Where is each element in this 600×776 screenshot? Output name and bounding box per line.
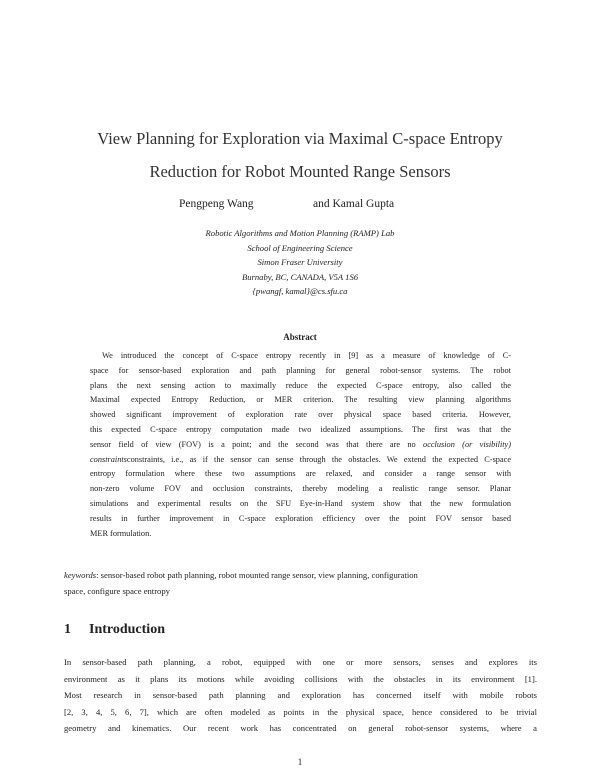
abstract-italic: constraints <box>90 454 127 464</box>
abstract-line: plans the next sensing action to maximally reduce the expected C-space entropy, also called the <box>90 380 511 390</box>
title-line-1: View Planning for Exploration via Maximal C-space Entropy <box>97 129 503 148</box>
abstract-line: space for sensor-based exploration and path planning for general robot-sensor systems. The robot <box>90 365 511 375</box>
abstract-line: results in further improvement in C-space exploration efficiency over the point FOV sensor based <box>90 513 511 523</box>
author-1: Pengpeng Wang <box>179 198 254 210</box>
abstract-body <box>90 349 511 541</box>
section-heading <box>64 622 165 638</box>
abstract-line: Maximal expected Entropy Reduction, or MER criterion. The resulting view planning algorithms <box>90 395 511 405</box>
abstract-line <box>90 453 511 468</box>
affiliation-email: {pwangf, kamal}@cs.sfu.ca <box>252 286 348 296</box>
affiliation-line: Burnaby, BC, CANADA, V5A 1S6 <box>241 271 359 282</box>
section-number: 1 <box>64 622 71 637</box>
abstract-italic: occlusion (or visibility) <box>423 439 511 449</box>
intro-line: In sensor-based path planning, a robot, equipped with one or more sensors, senses and explores its <box>64 657 537 667</box>
keywords-label: keywords <box>64 570 97 580</box>
abstract-line: this expected C-space entropy computation made two idealized assumptions. The first was that the <box>90 424 511 434</box>
abstract-line: entropy formulation where these two assumptions are relaxed, and consider a range sensor with <box>90 469 511 479</box>
page-number: 1 <box>297 757 303 767</box>
abstract-line: We introduced the concept of C-space entropy recently in [9] as a measure of knowledge of C- <box>102 351 511 360</box>
section-title: Introduction <box>89 622 165 637</box>
intro-body <box>64 654 537 737</box>
affiliation-line: School of Engineering Science <box>247 242 353 253</box>
intro-line: Most research in sensor-based path planning and exploration has concerned itself with mobile robots <box>64 690 537 700</box>
abstract-line: showed significant improvement of exploration rate over physical space based criteria. However, <box>90 410 511 420</box>
affiliation-line: Simon Fraser University <box>257 257 343 267</box>
keywords-text: : sensor-based robot path planning, robot mounted range sensor, view planning, configuration <box>96 570 418 580</box>
paper-title <box>40 122 560 188</box>
keywords <box>64 567 537 599</box>
keywords-line <box>64 567 537 583</box>
abstract-line <box>90 438 511 453</box>
intro-line: [2, 3, 4, 5, 6, 7], which are often modeled as points in the physical space, hence considered to be trivial <box>64 706 537 717</box>
affiliation-line: Robotic Algorithms and Motion Planning (RAMP) Lab <box>205 228 395 238</box>
intro-line: geometry and kinematics. Our recent work has concentrated on general robot-sensor systems, where a <box>64 723 537 733</box>
abstract-text: sensor field of view (FOV) is a point; and the second was that there are no <box>90 439 416 449</box>
abstract-text: constraints, i.e., as if the sensor can sense through the obstacles. We extend the expected C-space <box>126 454 511 464</box>
abstract-heading: Abstract <box>283 332 317 342</box>
affiliation <box>120 226 480 299</box>
intro-line: environment as it plans its motions while avoiding collisions with the obstacles in its environment [1]. <box>64 673 537 684</box>
keywords-line: space, configure space entropy <box>64 586 170 596</box>
abstract-line: MER formulation. <box>90 528 152 538</box>
abstract-line: non-zero volume FOV and occlusion constraints, thereby modeling a realistic range sensor. Planar <box>90 484 511 494</box>
abstract-line: simulations and experimental results on the SFU Eye-in-Hand system show that the new formulation <box>90 498 511 508</box>
title-line-2: Reduction for Robot Mounted Range Sensors <box>149 162 451 181</box>
author-2: and Kamal Gupta <box>313 198 395 210</box>
